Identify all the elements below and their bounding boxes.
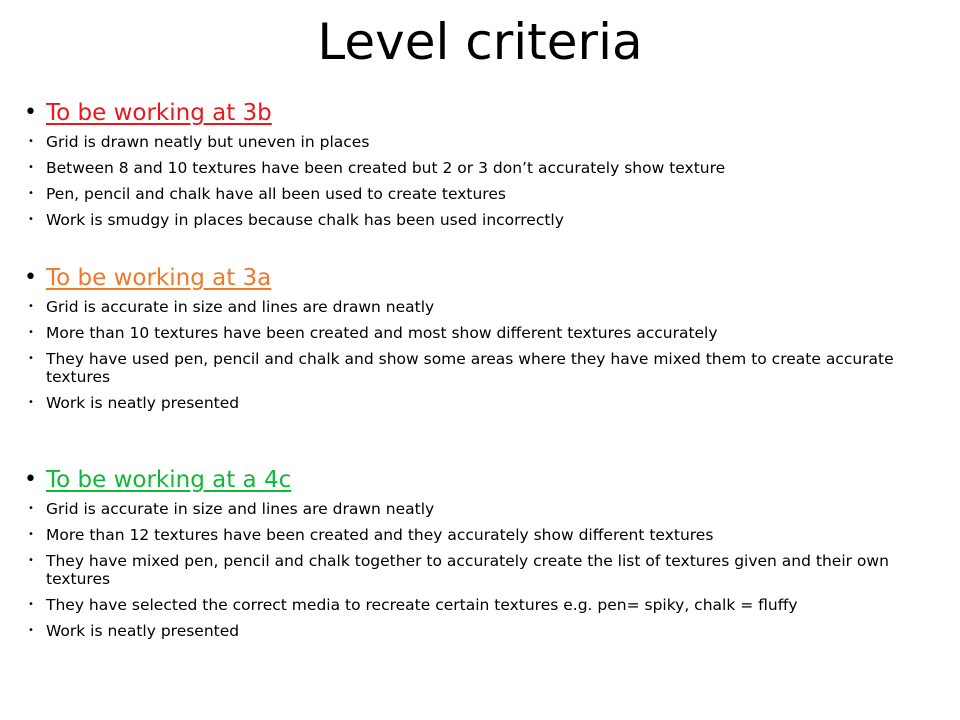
list-item — [24, 500, 944, 518]
list-item-text: They have mixed pen, pencil and chalk together to accurately create the list of textures given and their own textures — [46, 552, 889, 588]
slide-title: Level criteria — [317, 13, 643, 71]
bullet-icon: • — [24, 467, 37, 492]
bullet-icon: • — [28, 555, 34, 566]
list-item — [24, 350, 944, 386]
list-item-text: More than 12 textures have been created and they accurately show different textures — [46, 526, 714, 544]
section-heading: To be working at a 4c — [46, 467, 292, 493]
section-heading-row — [24, 263, 944, 293]
list-item — [24, 596, 944, 614]
section-heading: To be working at 3a — [46, 265, 272, 291]
section-heading-row — [24, 98, 944, 128]
bullet-icon: • — [24, 100, 37, 125]
bullet-icon: • — [28, 301, 34, 312]
bullet-icon: • — [28, 397, 34, 408]
bullet-icon: • — [28, 353, 34, 364]
list-item-text: They have used pen, pencil and chalk and show some areas where they have mixed them to create accurate textures — [46, 350, 894, 386]
section-heading: To be working at 3b — [46, 100, 272, 126]
list-item-text: Work is neatly presented — [46, 622, 240, 640]
bullet-icon: • — [28, 529, 34, 540]
list-item-text: More than 10 textures have been created and most show different textures accurately — [46, 324, 718, 342]
list-item — [24, 159, 944, 177]
list-item-text: Grid is accurate in size and lines are drawn neatly — [46, 500, 435, 518]
section-3a — [24, 263, 944, 412]
list-item-text: Grid is drawn neatly but uneven in places — [46, 133, 370, 151]
section-heading-row — [24, 465, 944, 495]
list-item — [24, 185, 944, 203]
bullet-icon: • — [28, 188, 34, 199]
section-4c — [24, 465, 944, 640]
bullet-icon: • — [24, 265, 37, 290]
bullet-icon: • — [28, 599, 34, 610]
bullet-icon: • — [28, 503, 34, 514]
list-item — [24, 211, 944, 229]
list-item-text: Pen, pencil and chalk have all been used to create textures — [46, 185, 506, 203]
list-item — [24, 298, 944, 316]
list-item — [24, 394, 944, 412]
list-item-text: Work is smudgy in places because chalk has been used incorrectly — [46, 211, 564, 229]
bullet-icon: • — [28, 327, 34, 338]
bullet-icon: • — [28, 625, 34, 636]
list-item-text: They have selected the correct media to recreate certain textures e.g. pen= spiky, chalk = fluffy — [46, 596, 798, 614]
list-item-text: Between 8 and 10 textures have been created but 2 or 3 don’t accurately show texture — [46, 159, 726, 177]
list-item — [24, 133, 944, 151]
bullet-icon: • — [28, 162, 34, 173]
section-3b — [24, 98, 944, 229]
list-item — [24, 552, 944, 588]
list-item — [24, 622, 944, 640]
list-item-text: Grid is accurate in size and lines are drawn neatly — [46, 298, 435, 316]
list-item — [24, 324, 944, 342]
list-item-text: Work is neatly presented — [46, 394, 240, 412]
list-item — [24, 526, 944, 544]
bullet-icon: • — [28, 214, 34, 225]
bullet-icon: • — [28, 136, 34, 147]
